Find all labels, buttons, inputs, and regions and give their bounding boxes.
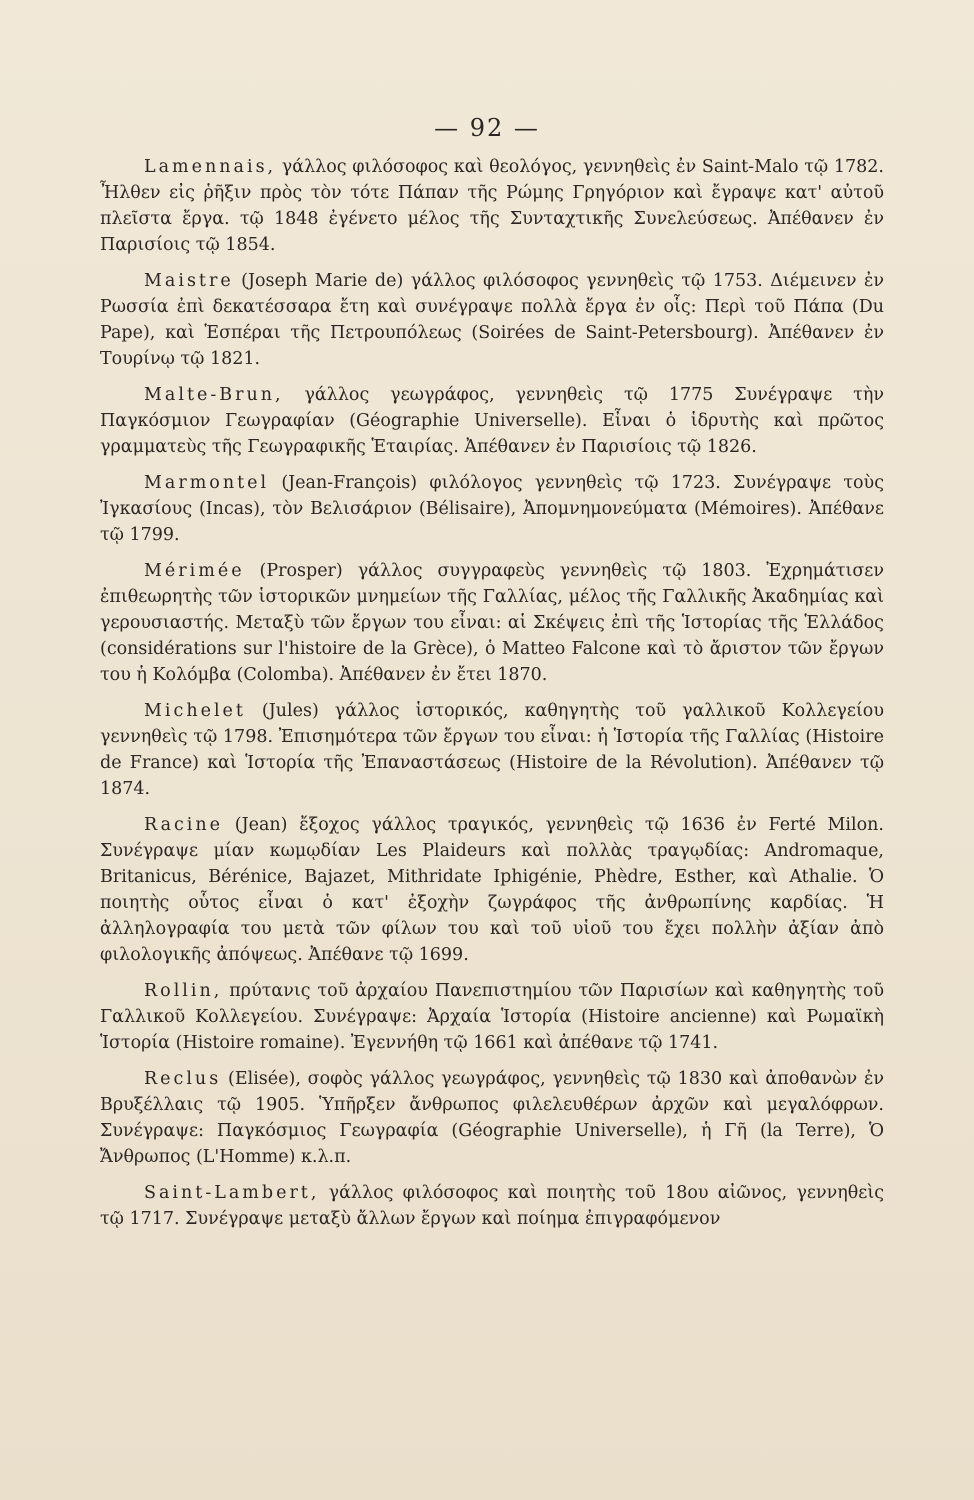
entry-name: Saint-Lambert, bbox=[144, 1183, 320, 1203]
entry-text: γάλλος φιλόσοφος καὶ θεολόγος, γεννηθεὶς ἐν Saint-Malo τῷ 1782. Ἦλθεν εἰς ῥῆξιν πρὸς τὸν τότε Πάπαν τῆς Ρώμης Γρηγόριον καὶ ἔγραψε κατ' αὐτοῦ πλεῖστα ἔργα. τῷ 1848 ἐγένετο μέλος τῆς Συνταχτικῆς Συνελεύσεως. Ἀπέθανεν ἐν Παρισίοις τῷ 1854. bbox=[100, 157, 884, 255]
entry-name: Reclus bbox=[144, 1069, 222, 1089]
entry-maistre bbox=[100, 268, 884, 372]
entry-text: γάλλος φιλόσοφος καὶ ποιητὴς τοῦ 18ου αἰῶνος, γεννηθεὶς τῷ 1717. Συνέγραψε μεταξὺ ἄλλων ἔργων καὶ ποίημα ἐπιγραφόμενον bbox=[100, 1183, 884, 1229]
entry-marmontel bbox=[100, 470, 884, 548]
entry-name: Mérimée bbox=[144, 561, 245, 581]
entry-saint-lambert bbox=[100, 1180, 884, 1232]
entry-racine bbox=[100, 812, 884, 968]
entry-merimee bbox=[100, 558, 884, 688]
entry-malte-brun bbox=[100, 382, 884, 460]
entry-name: Rollin, bbox=[144, 981, 223, 1001]
entry-name: Michelet bbox=[144, 701, 246, 721]
entry-text: γάλλος γεωγράφος, γεννηθεὶς τῷ 1775 Συνέγραψε τὴν Παγκόσμιον Γεωγραφίαν (Géographie Universelle). Εἶναι ὁ ἱδρυτὴς καὶ πρῶτος γραμματεὺς τῆς Γεωγραφικῆς Ἑταιρίας. Ἀπέθανεν ἐν Παρισίοις τῷ 1826. bbox=[100, 385, 884, 457]
entry-rollin bbox=[100, 978, 884, 1056]
entry-name: Racine bbox=[144, 815, 224, 835]
entry-text: (Jean) ἔξοχος γάλλος τραγικός, γεννηθεὶς τῷ 1636 ἐν Ferté Milon. Συνέγραψε μίαν κωμῳδίαν Les Plaideurs καὶ πολλὰς τραγῳδίας: Andromaque, Britanicus, Bérénice, Bajazet, Mithridate Iphigénie, Phèdre, Esther, καὶ Athalie. Ὁ ποιητὴς οὗτος εἶναι ὁ κατ' ἐξοχὴν ζωγράφος τῆς ἀνθρωπίνης καρδίας. Ἡ ἀλληλογραφία του μετὰ τῶν φίλων του καὶ τοῦ υἱοῦ του ἔχει πολλὴν ἀξίαν ἀπὸ φιλολογικῆς ἀπόψεως. Ἀπέθανε τῷ 1699. bbox=[100, 815, 884, 965]
entry-reclus bbox=[100, 1066, 884, 1170]
entry-michelet bbox=[100, 698, 884, 802]
entry-text: (Prosper) γάλλος συγγραφεὺς γεννηθεὶς τῷ 1803. Ἐχρημάτισεν ἐπιθεωρητὴς τῶν ἱστορικῶν μνημείων τῆς Γαλλίας, μέλος τῆς Γαλλικῆς Ἀκαδημίας καὶ γερουσιαστής. Μεταξὺ τῶν ἔργων του εἶναι: αἱ Σκέψεις ἐπὶ τῆς Ἱστορίας τῆς Ἑλλάδος (considérations sur l'histoire de la Grèce), ὁ Matteo Falcone καὶ τὸ ἄριστον τῶν ἔργων του ἡ Κολόμβα (Colomba). Ἀπέθανεν ἐν ἔτει 1870. bbox=[100, 561, 884, 685]
entry-text: (Jean-François) φιλόλογος γεννηθεὶς τῷ 1723. Συνέγραψε τοὺς Ἰγκασίους (Incas), τὸν Βελισάριον (Bélisaire), Ἀπομνημονεύματα (Mémoires). Ἀπέθανε τῷ 1799. bbox=[100, 473, 884, 545]
entry-text: (Jules) γάλλος ἱστορικός, καθηγητὴς τοῦ γαλλικοῦ Κολλεγείου γεννηθεὶς τῷ 1798. Ἐπισημότερα τῶν ἔργων του εἶναι: ἡ Ἱστορία τῆς Γαλλίας (Histoire de France) καὶ Ἱστορία τῆς Ἐπαναστάσεως (Histoire de la Révolution). Ἀπέθανεν τῷ 1874. bbox=[100, 701, 884, 799]
entry-text: πρύτανις τοῦ ἀρχαίου Πανεπιστημίου τῶν Παρισίων καὶ καθηγητὴς τοῦ Γαλλικοῦ Κολλεγείου. Συνέγραψε: Ἀρχαία Ἱστορία (Histoire ancienne) καὶ Ρωμαϊκὴ Ἱστορία (Histoire romaine). Ἐγεννήθη τῷ 1661 καὶ ἀπέθανε τῷ 1741. bbox=[100, 981, 884, 1053]
entry-text: (Joseph Marie de) γάλλος φιλόσοφος γεννηθεὶς τῷ 1753. Διέμεινεν ἐν Ρωσσία ἐπὶ δεκατέσσαρα ἔτη καὶ συνέγραψε πολλὰ ἔργα ἐν οἷς: Περὶ τοῦ Πάπα (Du Pape), καὶ Ἑσπέραι τῆς Πετρουπόλεως (Soirées de Saint-Petersbourg). Ἀπέθανεν ἐν Τουρίνῳ τῷ 1821. bbox=[100, 271, 884, 369]
entry-name: Marmontel bbox=[144, 473, 270, 493]
entry-lamennais bbox=[100, 154, 884, 258]
entry-name: Malte-Brun, bbox=[144, 385, 284, 405]
entry-text: (Elisée), σοφὸς γάλλος γεωγράφος, γεννηθεὶς τῷ 1830 καὶ ἀποθανὼν ἐν Βρυξέλλαις τῷ 1905. Ὑπῆρξεν ἄνθρωπος φιλελευθέρων ἀρχῶν καὶ μεγαλόφρων. Συνέγραψε: Παγκόσμιος Γεωγραφία (Géographie Universelle), ἡ Γῆ (la Terre), Ὁ Ἄνθρωπος (L'Homme) κ.λ.π. bbox=[100, 1069, 884, 1167]
entry-name: Lamennais, bbox=[144, 157, 277, 177]
entry-list bbox=[100, 154, 884, 1232]
page-number: — 92 — bbox=[434, 114, 540, 142]
entry-name: Maistre bbox=[144, 271, 234, 291]
